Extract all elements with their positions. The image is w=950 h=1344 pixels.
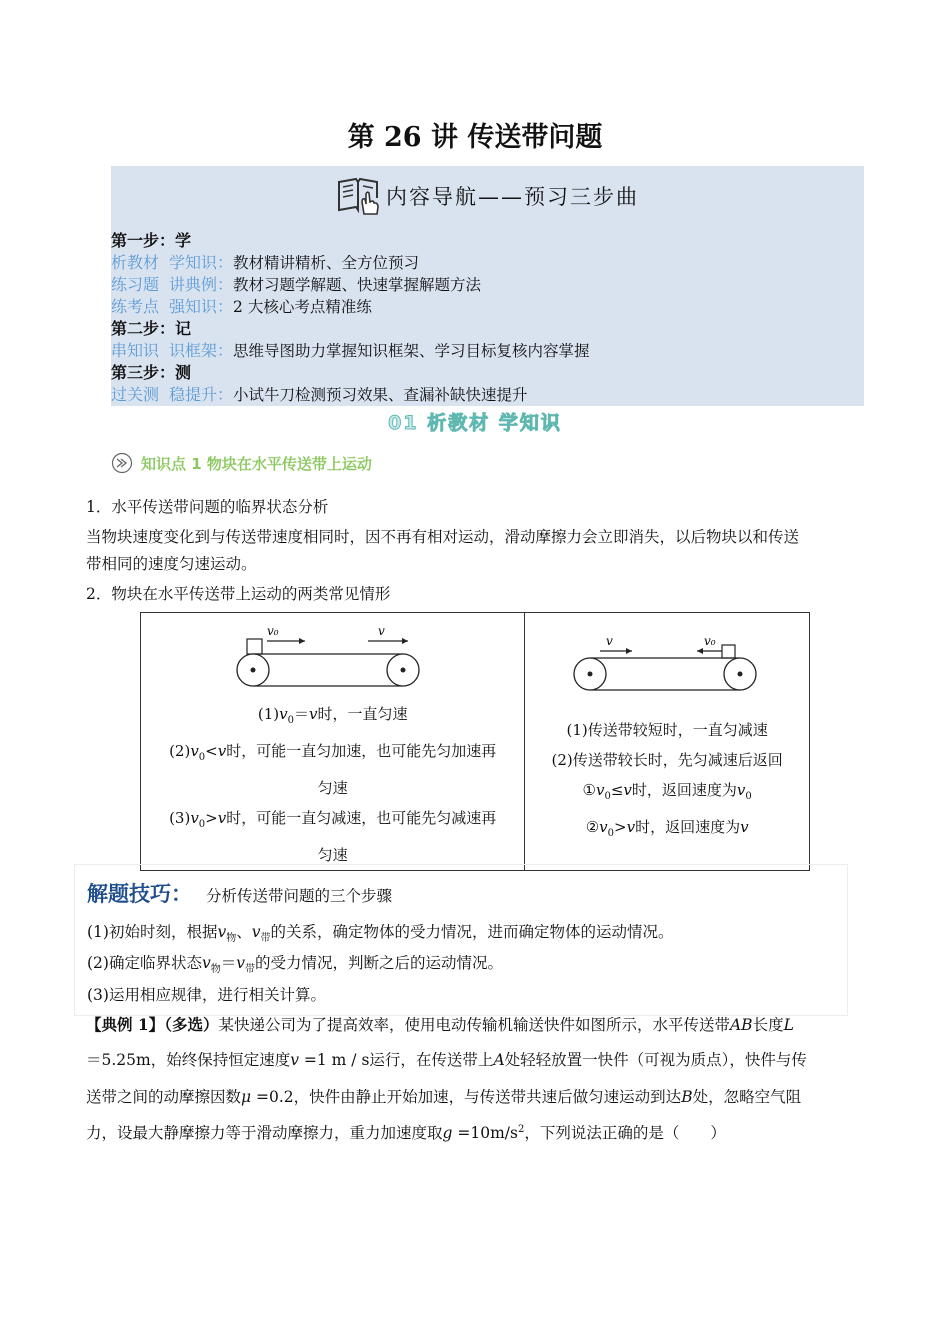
example-line: 【典例 1】（多选）某快递公司为了提高效率，使用电动传输机输送快件如图所示，水平传送带AB长度L <box>86 1015 794 1034</box>
tips-title: 解题技巧： <box>87 882 192 906</box>
svg-text:v: v <box>377 624 385 638</box>
example-line: 力，设最大静摩擦力等于滑动摩擦力，重力加速度取$g =10m/s^2$，下列说法正确的是（ ） <box>86 1123 726 1142</box>
nav-row: 析教材 学知识：教材精讲精析、全方位预习 <box>111 253 420 272</box>
nav-heading-text: 内容导航——预习三步曲 <box>386 185 639 209</box>
page-title: 第 26 讲 传送带问题 <box>347 122 603 153</box>
nav-row: 练习题 讲典例：教材习题学解题、快速掌握解题方法 <box>111 275 482 294</box>
knowledge-point-heading <box>111 452 372 474</box>
case-line: (2)传送带较长时，先匀减速后返回 <box>551 751 783 769</box>
case-line: 匀速 <box>317 779 348 797</box>
nav-row: 过关测 稳提升：小试牛刀检测预习效果、查漏补缺快速提升 <box>111 385 528 404</box>
svg-text:v: v <box>606 634 613 648</box>
example-line: ＝5.25m，始终保持恒定速度v =1 m / s运行，在传送带上A处轻轻放置一快件（可视为质点），快件与传 <box>86 1051 807 1069</box>
nav-row: 串知识 识框架：思维导图助力掌握知识框架、学习目标复核内容掌握 <box>111 341 590 360</box>
svg-text:v₀: v₀ <box>266 624 279 638</box>
paragraph: 1．水平传送带问题的临界状态分析 <box>86 498 329 516</box>
case-line: (1)传送带较短时，一直匀减速 <box>566 721 768 739</box>
tips-line: (3)运用相应规律，进行相关计算。 <box>87 986 326 1004</box>
case-right-cell <box>525 613 810 871</box>
case-line: 匀速 <box>317 846 348 864</box>
example-label: 【典例 1】 <box>86 1015 165 1034</box>
svg-text:v₀: v₀ <box>704 634 716 648</box>
cases-table <box>140 612 810 871</box>
step-1-label: 第一步：学 <box>111 231 192 250</box>
tips-line: (2)确定临界状态$v_物=v_带$的受力情况，判断之后的运动情况。 <box>87 954 504 976</box>
case-left-cell <box>141 613 525 871</box>
knowledge-point-label: 知识点 1 物块在水平传送带上运动 <box>141 454 372 473</box>
tips-line: (1)初始时刻，根据$v_物$、$v_带$的关系，确定物体的受力情况，进而确定物体的运动情况。 <box>87 923 674 945</box>
case-line: $①v_0\le v$时，返回速度为$v_0$ <box>582 781 752 802</box>
belt-diagram-left <box>233 619 433 689</box>
nav-row: 练考点 强知识：2 大核心考点精准练 <box>111 297 372 316</box>
arrow-circle-icon <box>111 452 133 474</box>
case-line: $(3)v_0>v$时，可能一直匀减速，也可能先匀减速再 <box>169 809 497 830</box>
case-line: $(1)v_0=v$时，一直匀速 <box>257 705 408 726</box>
case-line: $②v_0>v$时，返回速度为v <box>585 818 749 839</box>
paragraph: 当物块速度变化到与传送带速度相同时，因不再有相对运动，滑动摩擦力会立即消失，以后物块以和传送 <box>86 528 800 546</box>
paragraph: 带相同的速度匀速运动。 <box>86 555 257 573</box>
nav-heading <box>111 176 864 216</box>
step-3-label: 第三步：测 <box>111 363 192 382</box>
book-hand-icon <box>336 176 382 216</box>
paragraph: 2．物块在水平传送带上运动的两类常见情形 <box>86 585 391 603</box>
content-nav-panel <box>111 166 864 406</box>
belt-diagram-right <box>572 629 762 699</box>
tips-intro: 分析传送带问题的三个步骤 <box>206 887 393 905</box>
example-line: 送带之间的动摩擦因数μ =0.2，快件由静止开始加速，与传送带共速后做匀速运动到达B处，忽略空气阻 <box>86 1088 802 1106</box>
step-2-label: 第二步：记 <box>111 319 192 338</box>
section-heading-01: 01 析教材 学知识 <box>388 412 562 434</box>
case-line: $(2)v_0<v$时，可能一直匀加速，也可能先匀加速再 <box>169 742 497 763</box>
